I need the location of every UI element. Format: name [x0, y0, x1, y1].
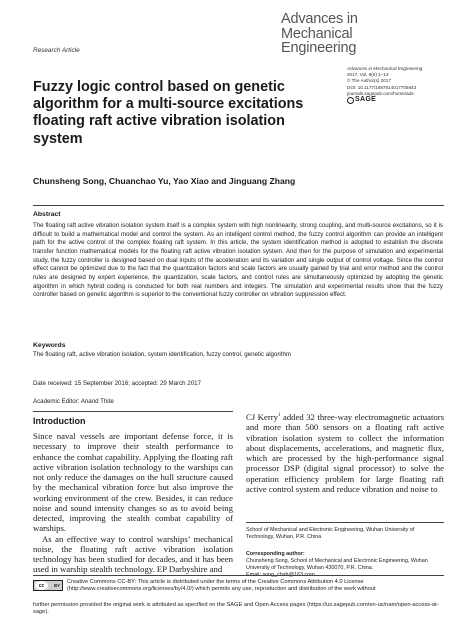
intro-text: CJ Kerry [246, 412, 278, 422]
intro-text: added 32 three-way electromagnetic actuators and more than 500 sensors on a floating raft active vibration isolation system to collect the information about displacements, accelerations, and magnetic flux, which are processed by the high-performance signal processor DSP (digital signal processor) to solve the operation efficiency problem for large floating raft active control system and reduce vibration and noise to [246, 412, 444, 494]
reference-marker[interactable]: 1 [277, 413, 281, 419]
divider [33, 205, 444, 206]
intro-heading: Introduction [33, 416, 86, 426]
intro-left-column [33, 431, 233, 575]
dates: Date received: 15 September 2016; accepted: 29 March 2017 [33, 380, 201, 387]
abstract-text: The floating raft active vibration isolation system itself is a complex system with high nonlinearity, strong coupling, and multi-source excitations, so it is difficult to build a mathematical model and control the system. As an intelligent control method, the fuzzy control algorithm can provide an intelligent path for the active control of the complex floating raft system. In this article, the system identification method is adopted to establish the discrete transfer function mathematical models for the floating raft active vibration isolation system. And then for the purpose of simulation and experimental study, the fuzzy controller is designed based on dual inputs of the acceleration and its variation and single output of control voltage. Since the control effect cannot be optimized due to the fact that the quantization factors and scale factors are usually gained by trial and error method and the control rules are designed by expert experience, the quantization, scale factors, and control rules are simultaneously optimized by adopting the genetic algorithm in which hybrid coding is conducted for both real numbers and integers. The simulation and experimental results show that the fuzzy controller based on genetic algorithm is superior to the conventional fuzzy controller on vibration suppression effect. [33, 222, 443, 299]
intro-paragraph: Since naval vessels are important defense force, it is necessary to improve their stealth performance to enhance the combat capability. Applying the floating raft active vibration isolation technology to the warships can not only reduce the damages on the hull structure caused by the mechanical vibration force but also improve the working environment of the crew. Besides, it can reduce noise and sound intensity changes so as to avoid being detected, improving the stealth combat capability of warships. [33, 431, 233, 534]
journal-name-line: Engineering [281, 40, 357, 56]
license-text: Creative Commons CC-BY: This article is distributed under the terms of the Creative Commons Attribution 4.0 License (http://www.creativecommons.org/licenses/by/4.0/) which permits any use, reproduction and distribution of the work without [67, 579, 376, 593]
journal-name-line: Advances in [281, 11, 358, 27]
cc-by-icon[interactable] [33, 580, 63, 591]
sage-logo-icon [347, 97, 354, 104]
article-type: Research Article [33, 47, 80, 54]
divider [33, 411, 233, 412]
license-text-cont: further permission provided the original work is attributed as specified on the SAGE and Open Access pages (https://us.sagepub.com/en-us/nam/open-access-at-sage). [33, 602, 439, 616]
academic-editor: Academic Editor: Anand Thite [33, 398, 114, 405]
intro-paragraph: As an effective way to control warships’ mechanical noise, the floating raft active vibration isolation technology has been studied for decades, and it has been used in warship stealth technology. EP Darbyshire and [33, 533, 233, 575]
corresponding-email[interactable]: Email: song_chsh@163.com [246, 572, 315, 578]
keywords-text: The floating raft, active vibration isolation, system identification, fuzzy control, genetic algorithm [33, 351, 292, 358]
journal-copyright: © The Author(s) 2017 [347, 78, 391, 84]
by-icon: BY [54, 583, 60, 588]
abstract-label: Abstract [33, 211, 61, 218]
journal-doi[interactable]: DOI: 10.1177/1687814017705843 [347, 84, 417, 90]
journal-name [281, 12, 416, 56]
corresponding-name: Chunsheng Song, School of Mechanical and Electronic Engineering, Wuhan University of Technology, Wuhan 430070, P.R. China. [246, 558, 428, 571]
divider [246, 522, 444, 523]
journal-volume: 2017, Vol. 9(6) 1–13 [347, 72, 389, 78]
authors: Chunsheng Song, Chuanchao Yu, Yao Xiao and Jinguang Zhang [33, 176, 296, 186]
intro-paragraph [246, 412, 444, 494]
intro-right-column [246, 412, 444, 494]
journal-meta [347, 66, 471, 104]
cc-icon: cc [35, 581, 48, 590]
keywords-label: Keywords [33, 342, 66, 349]
journal-site[interactable]: journals.sagepub.com/home/ade [347, 90, 414, 96]
sage-logo [347, 97, 471, 104]
journal-name-line: Mechanical [281, 25, 353, 42]
corresponding-label: Corresponding author: [246, 551, 305, 557]
divider [33, 575, 444, 576]
sage-logo-text: SAGE [355, 96, 377, 104]
journal-title: Advances in Mechanical Engineering [347, 66, 423, 71]
affiliation: School of Mechanical and Electronic Engineering, Wuhan University of Technology, Wuhan, P.R. China [246, 527, 415, 540]
paper-title: Fuzzy logic control based on genetic algorithm for a multi-source excitations floating raft active vibration isolation system [33, 79, 304, 147]
